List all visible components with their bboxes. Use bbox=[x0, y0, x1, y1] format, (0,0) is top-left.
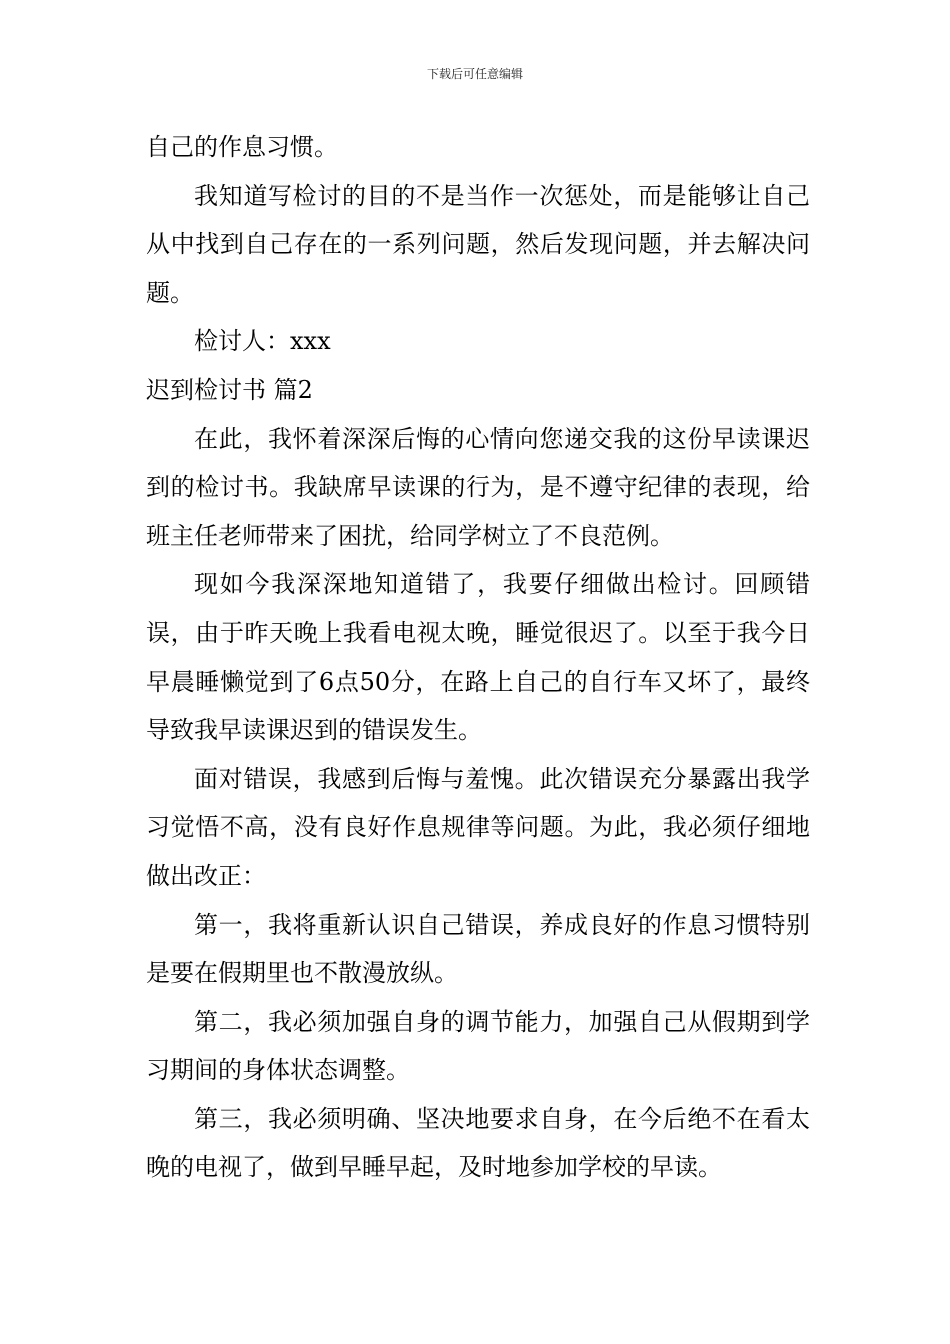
paragraph-purpose: 我知道写检讨的目的不是当作一次惩处，而是能够让自己从中找到自己存在的一系列问题，然后发现问题，并去解决问题。 bbox=[146, 181, 810, 307]
paragraph-continuation: 自己的作息习惯。 bbox=[146, 133, 338, 161]
section-heading: 迟到检讨书 篇2 bbox=[146, 375, 313, 404]
paragraph-review: 现如今我深深地知道错了，我要仔细做出检讨。回顾错误，由于昨天晚上我看电视太晚，睡觉很迟了。以至于我今日早晨睡懒觉到了6点50分，在路上自己的自行车又坏了，最终导致我早读课迟到的错误发生。 bbox=[146, 570, 810, 745]
signature-line: 检讨人：xxx bbox=[194, 327, 331, 356]
page-header: 下载后可任意编辑 bbox=[426, 67, 523, 81]
document-body bbox=[146, 123, 810, 1192]
paragraph-point-one: 第一，我将重新认识自己错误，养成良好的作息习惯特别是要在假期里也不散漫放纵。 bbox=[146, 910, 810, 988]
paragraph-reflection: 面对错误，我感到后悔与羞愧。此次错误充分暴露出我学习觉悟不高，没有良好作息规律等问题。为此，我必须仔细地做出改正： bbox=[146, 764, 810, 890]
paragraph-apology: 在此，我怀着深深后悔的心情向您递交我的这份早读课迟到的检讨书。我缺席早读课的行为，是不遵守纪律的表现，给班主任老师带来了困扰，给同学树立了不良范例。 bbox=[146, 424, 810, 550]
paragraph-point-three: 第三，我必须明确、坚决地要求自身，在今后绝不在看太晚的电视了，做到早睡早起，及时地参加学校的早读。 bbox=[146, 1104, 810, 1182]
paragraph-point-two: 第二，我必须加强自身的调节能力，加强自己从假期到学习期间的身体状态调整。 bbox=[146, 1007, 810, 1085]
